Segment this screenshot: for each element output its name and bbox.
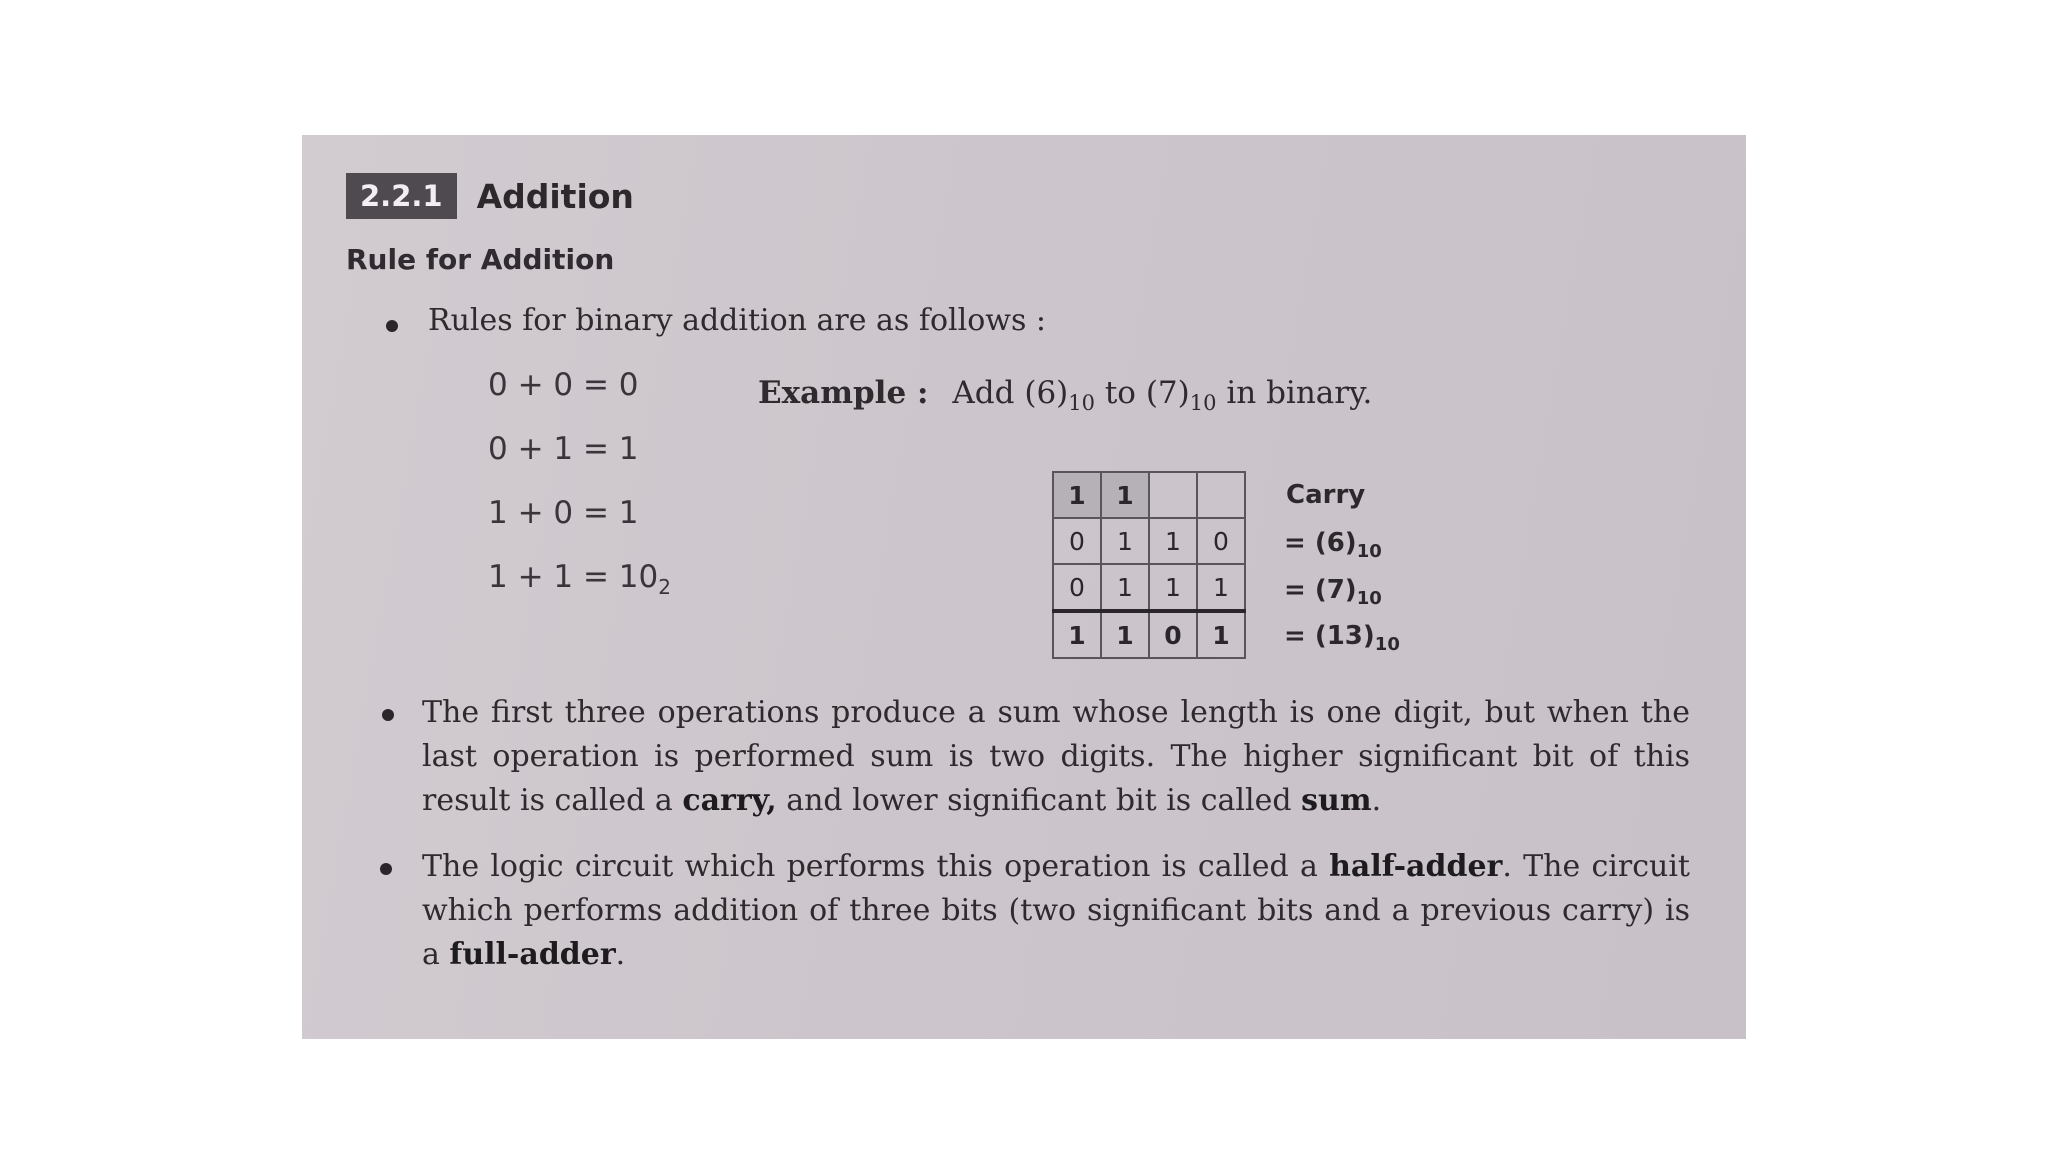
result-cell: 1 (1197, 611, 1245, 658)
paragraph-adders (422, 845, 1690, 977)
carry-cell (1197, 472, 1245, 518)
example-text-b: to (7) (1095, 375, 1190, 411)
operand-a-cell: 1 (1149, 518, 1197, 564)
result-cell: 1 (1101, 611, 1149, 658)
rule-3: 1 + 0 = 1 (488, 495, 639, 531)
carry-label: Carry (1286, 480, 1366, 510)
example-text-a: Add (6) (952, 375, 1069, 411)
operand-b-label (1284, 575, 1382, 609)
section-heading (346, 173, 634, 219)
result-label-text: = (13) (1284, 621, 1375, 651)
operand-b-cell: 1 (1149, 564, 1197, 611)
result-label (1284, 621, 1400, 655)
operand-a-label (1284, 528, 1382, 562)
subheading: Rule for Addition (346, 243, 615, 276)
example-sub-b: 10 (1189, 391, 1217, 416)
bullet-icon (380, 863, 392, 875)
rule-1: 0 + 0 = 0 (488, 367, 639, 403)
operand-a-cell: 1 (1101, 518, 1149, 564)
paragraph-carry-sum (422, 691, 1690, 823)
para1-text-2: and lower significant bit is called (776, 783, 1302, 818)
operand-a-label-sub: 10 (1356, 541, 1382, 563)
example-sub-a: 10 (1068, 391, 1095, 416)
section-title: Addition (476, 176, 634, 216)
section-number: 2.2.1 (346, 173, 457, 219)
operand-a-label-text: = (6) (1284, 528, 1357, 558)
example-label: Example : (758, 375, 929, 411)
operand-b-cell: 1 (1197, 564, 1245, 611)
rule-4 (488, 559, 671, 599)
example-text-c: in binary. (1216, 375, 1373, 411)
para2-bold-half-adder: half-adder (1329, 849, 1503, 884)
operand-b-cell: 0 (1053, 564, 1101, 611)
rules-intro: Rules for binary addition are as follows : (428, 303, 1046, 338)
carry-row (1053, 472, 1245, 518)
para1-text-3: . (1371, 783, 1382, 818)
operand-a-row (1053, 518, 1245, 564)
operand-b-cell: 1 (1101, 564, 1149, 611)
operand-b-label-text: = (7) (1284, 575, 1357, 605)
para2-text-3: . (615, 937, 626, 972)
para1-bold-carry: carry, (682, 783, 777, 818)
binary-addition-table (1052, 471, 1246, 659)
example-line (758, 375, 1372, 415)
carry-cell (1149, 472, 1197, 518)
rule-2: 0 + 1 = 1 (488, 431, 639, 467)
operand-b-row (1053, 564, 1245, 611)
operand-a-cell: 0 (1053, 518, 1101, 564)
para1-text-1: The first three operations produce a sum whose length is one digit, but when the last operation is performed sum is two digits. The higher significant bit of this result is called a (422, 695, 1690, 818)
carry-cell: 1 (1101, 472, 1149, 518)
result-label-sub: 10 (1374, 634, 1400, 656)
result-row (1053, 611, 1245, 658)
rule-4-text: 1 + 1 = 10 (488, 559, 659, 595)
bullet-icon (382, 709, 394, 721)
result-cell: 1 (1053, 611, 1101, 658)
carry-cell: 1 (1053, 472, 1101, 518)
para2-text-2: . The circuit which performs addition of three bits (two significant bits and a previous carry) is a (422, 849, 1690, 972)
result-cell: 0 (1149, 611, 1197, 658)
operand-b-label-sub: 10 (1356, 588, 1382, 610)
para2-bold-full-adder: full-adder (449, 937, 616, 972)
operand-a-cell: 0 (1197, 518, 1245, 564)
para1-bold-sum: sum (1301, 783, 1372, 818)
rule-4-subscript: 2 (658, 575, 671, 600)
para2-text-1: The logic circuit which performs this operation is called a (422, 849, 1330, 884)
bullet-icon (386, 320, 398, 332)
textbook-page (302, 135, 1746, 1039)
